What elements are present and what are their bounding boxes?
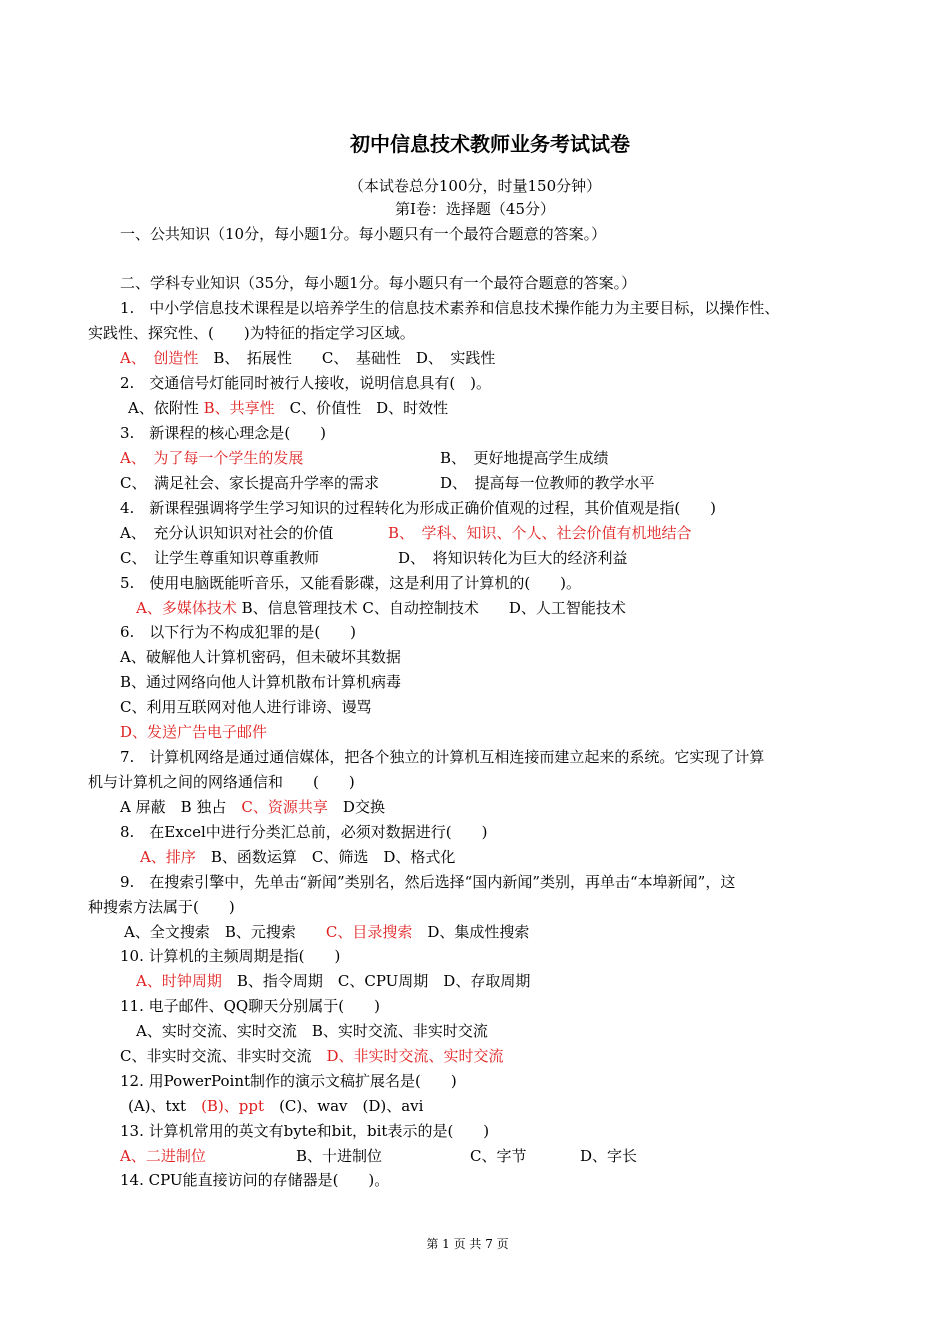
- option: C、字节: [470, 1147, 527, 1165]
- option-line: [128, 398, 448, 418]
- question-stem: 10. 计算机的主频周期是指( ): [120, 947, 341, 965]
- correct-answer: A、二进制位: [120, 1147, 206, 1165]
- page-footer: 第 1 页 共 7 页: [426, 1237, 509, 1251]
- option: C、利用互联网对他人进行诽谤、谩骂: [120, 698, 372, 716]
- question-stem: 4. 新课程强调将学生学习知识的过程转化为形成正确价值观的过程，其价值观是指( ): [120, 499, 717, 517]
- question-stem-cont: 机与计算机之间的网络通信和 ( ): [88, 773, 355, 791]
- page-title: 初中信息技术教师业务考试试卷: [350, 132, 630, 156]
- options: B、指令周期 C、CPU周期 D、存取周期: [236, 972, 531, 990]
- question-stem: 13. 计算机常用的英文有byte和bit，bit表示的是( ): [120, 1122, 490, 1140]
- options: C、非实时交流、非实时交流: [120, 1047, 312, 1065]
- correct-answer: B、共享性: [203, 399, 275, 417]
- option-line: [120, 348, 495, 368]
- correct-answer: A、 创造性: [120, 349, 199, 367]
- correct-answer: (B)、ppt: [201, 1097, 265, 1115]
- options: D、集成性搜索: [427, 923, 530, 941]
- question-stem: 1. 中小学信息技术课程是以培养学生的信息技术素养和信息技术操作能力为主要目标，以操作性、: [120, 299, 780, 317]
- option-line: [136, 598, 626, 618]
- question-stem: 8. 在Excel中进行分类汇总前，必须对数据进行( ): [120, 823, 488, 841]
- part-title: 第Ⅰ卷：选择题（45分）: [394, 200, 555, 218]
- options: A 屏蔽 B 独占: [120, 798, 227, 816]
- option: C、 满足社会、家长提高升学率的需求: [120, 474, 379, 492]
- correct-answer: A、时钟周期: [136, 972, 222, 990]
- option: D、 提高每一位教师的教学水平: [440, 474, 655, 492]
- options: (C)、wav (D)、avi: [279, 1097, 424, 1115]
- correct-answer: C、资源共享: [241, 798, 328, 816]
- option: A、实时交流、实时交流 B、实时交流、非实时交流: [136, 1022, 488, 1040]
- correct-answer: A、多媒体技术: [136, 599, 237, 617]
- question-stem: 9. 在搜索引擎中，先单击“新闻”类别名，然后选择“国内新闻”类别，再单击“本埠新闻”，这: [120, 873, 736, 891]
- option-line: [140, 847, 455, 867]
- section-heading-general: 一、公共知识（10分，每小题1分。每小题只有一个最符合题意的答案。）: [120, 225, 607, 243]
- question-stem: 2. 交通信号灯能同时被行人接收，说明信息具有( )。: [120, 374, 492, 392]
- option-line: [128, 1096, 423, 1116]
- option: B、通过网络向他人计算机散布计算机病毒: [120, 673, 402, 691]
- correct-answer: B、 学科、知识、个人、社会价值有机地结合: [388, 524, 692, 542]
- correct-answer: D、非实时交流、实时交流: [326, 1047, 504, 1065]
- option: D、 将知识转化为巨大的经济利益: [398, 549, 628, 567]
- question-stem: 3. 新课程的核心理念是( ): [120, 424, 327, 442]
- options: D交换: [342, 798, 385, 816]
- options: C、价值性 D、时效性: [289, 399, 449, 417]
- options: B、信息管理技术 C、自动控制技术 D、人工智能技术: [241, 599, 626, 617]
- question-stem: 6. 以下行为不构成犯罪的是( ): [120, 623, 357, 641]
- option-line: [136, 971, 530, 991]
- option: B、 更好地提高学生成绩: [440, 449, 609, 467]
- question-stem: 5. 使用电脑既能听音乐，又能看影碟，这是利用了计算机的( )。: [120, 574, 582, 592]
- question-stem: 11. 电子邮件、QQ聊天分别属于( ): [120, 997, 380, 1015]
- correct-answer: A、排序: [140, 848, 196, 866]
- options: B、 拓展性 C、 基础性 D、 实践性: [198, 349, 496, 367]
- option: C、 让学生尊重知识尊重教师: [120, 549, 319, 567]
- section-heading-subject: 二、学科专业知识（35分，每小题1分。每小题只有一个最符合题意的答案。）: [120, 274, 637, 292]
- question-stem-cont: 实践性、探究性、( )为特征的指定学习区域。: [88, 324, 415, 342]
- question-stem: 14. CPU能直接访问的存储器是( )。: [120, 1171, 390, 1189]
- option-line: [124, 922, 529, 942]
- correct-answer: A、 为了每一个学生的发展: [120, 449, 304, 467]
- question-stem: 7. 计算机网络是通过通信媒体，把各个独立的计算机互相连接而建立起来的系统。它实现了计算: [120, 748, 765, 766]
- option: A、 充分认识知识对社会的价值: [120, 524, 334, 542]
- question-stem-cont: 种搜索方法属于( ): [88, 898, 235, 916]
- correct-answer: D、发送广告电子邮件: [120, 723, 268, 741]
- option: D、字长: [580, 1147, 638, 1165]
- option-line: [120, 1046, 504, 1066]
- option-line: [120, 797, 385, 817]
- options: A、全文搜索 B、元搜索: [124, 923, 296, 941]
- correct-answer: C、目录搜索: [325, 923, 413, 941]
- options: (A)、txt: [128, 1097, 187, 1115]
- option: B、十进制位: [296, 1147, 383, 1165]
- options: B、函数运算 C、筛选 D、格式化: [210, 848, 456, 866]
- exam-subtitle: （本试卷总分100分，时量150分钟）: [348, 177, 602, 195]
- options: A、依附性: [128, 399, 199, 417]
- question-stem: 12. 用PowerPoint制作的演示文稿扩展名是( ): [120, 1072, 457, 1090]
- option: A、破解他人计算机密码，但未破坏其数据: [120, 648, 401, 666]
